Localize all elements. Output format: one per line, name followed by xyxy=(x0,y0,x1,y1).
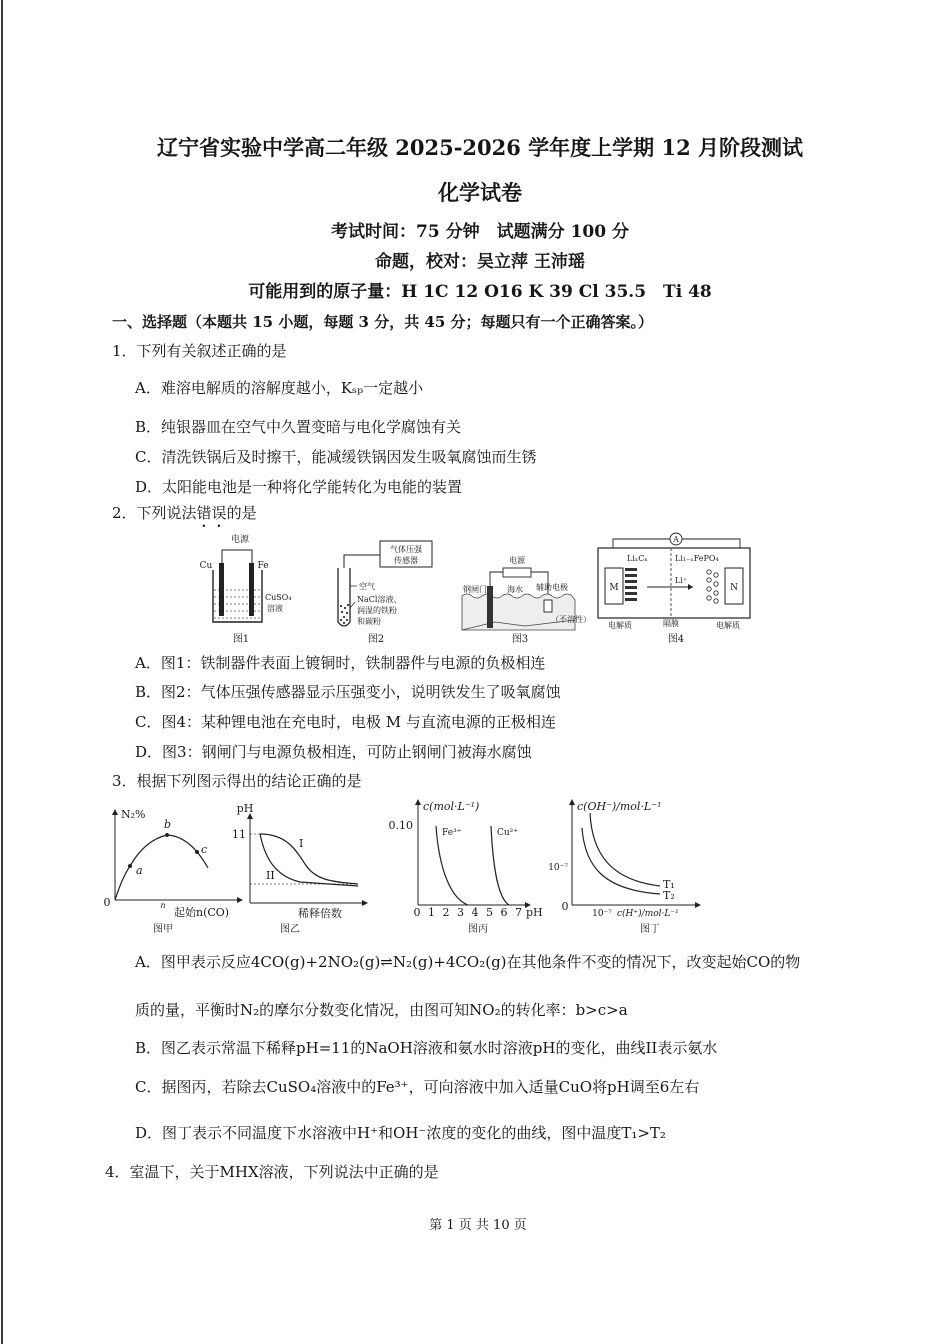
ding-curve-t1-label: T₁ xyxy=(663,878,675,891)
bing-curve-cu-label: Cu²⁺ xyxy=(497,828,519,838)
bing-x-tick: 4 xyxy=(471,906,479,919)
yi-curve-1-label: I xyxy=(299,837,304,850)
ding-y-tick: 10⁻⁷ xyxy=(548,863,568,873)
fig4-cathode-material-label: Li₁₋ₓFePO₄ xyxy=(675,554,719,563)
question-2-stem-after: 的是 xyxy=(226,504,257,522)
fig4-electrolyte-right-label: 电解质 xyxy=(716,621,740,630)
ding-x-tick: 10⁻⁷ xyxy=(592,909,612,919)
fig2-air-label: 空气 xyxy=(359,582,375,591)
exam-title: 辽宁省实验中学高二年级 2025-2026 学年度上学期 12 月阶段测试 xyxy=(156,135,804,160)
figure-yi xyxy=(232,802,365,935)
fig1-solution-label-1: CuSO₄ xyxy=(265,593,292,602)
jia-y-label: N₂% xyxy=(121,808,146,821)
figure-4 xyxy=(598,533,750,645)
ding-caption: 图丁 xyxy=(640,924,660,935)
question-1-option-b: B．纯银器皿在空气中久置变暗与电化学腐蚀有关 xyxy=(135,418,462,436)
jia-point-b-label: b xyxy=(164,818,172,831)
bing-x-tick: 2 xyxy=(442,906,450,919)
question-3-option-b: B．图乙表示常温下稀释pH=11的NaOH溶液和氨水时溶液pH的变化，曲线II表示氨水 xyxy=(135,1039,718,1057)
fig2-contents-label-2: 润湿的铁粉 xyxy=(357,606,397,615)
yi-caption: 图乙 xyxy=(280,924,300,935)
fig1-power-label: 电源 xyxy=(230,535,250,545)
yi-y-label: pH xyxy=(236,802,254,815)
question-1-option-d: D．太阳能电池是一种将化学能转化为电能的装置 xyxy=(135,478,463,496)
fig3-electrode-label-2: （不溶性） xyxy=(551,615,591,624)
fig3-auxiliary-electrode xyxy=(544,600,552,612)
fig4-wire-left xyxy=(613,539,670,548)
fig2-contents-leader xyxy=(350,602,355,608)
fig4-electrode-n-label: N xyxy=(730,583,738,593)
fig3-gate-label: 钢闸门 xyxy=(463,585,487,594)
fig4-separator-label: 隔膜 xyxy=(663,619,679,628)
jia-point-c-label: c xyxy=(201,843,208,856)
question-3-option-a-line-2: 质的量，平衡时N₂的摩尔分数变化情况，由图可知NO₂的转化率：b>c>a xyxy=(135,1001,628,1019)
question-2-option-b: B．图2：气体压强传感器显示压强变小，说明铁发生了吸氧腐蚀 xyxy=(135,683,561,701)
jia-x-label: 起始n(CO) xyxy=(174,906,230,919)
section-heading: 一、选择题（本题共 15 小题，每题 3 分，共 45 分；每题只有一个正确答案。） xyxy=(112,313,654,331)
fig3-caption: 图3 xyxy=(511,634,529,645)
fig4-ion-label: Li⁺ xyxy=(675,576,688,585)
question-4-stem: 4．室温下，关于MHX溶液，下列说法中正确的是 xyxy=(105,1163,439,1181)
question-2-option-a: A．图1：铁制器件表面上镀铜时，铁制器件与电源的负极相连 xyxy=(135,654,546,672)
figure-2 xyxy=(338,541,432,645)
question-3-option-c: C．据图丙，若除去CuSO₄溶液中的Fe³⁺，可向溶液中加入适量CuO将pH调至6左右 xyxy=(135,1078,700,1096)
fig2-contents-label-1: NaCl溶液、 xyxy=(357,595,402,604)
atomic-masses: 可能用到的原子量：H 1C 12 O16 K 39 Cl 35.5 Ti 48 xyxy=(248,282,712,302)
question-3-stem: 3．根据下列图示得出的结论正确的是 xyxy=(112,772,362,790)
figure-bing xyxy=(389,800,543,935)
fig1-solution-label-2: 溶液 xyxy=(267,604,283,613)
fig4-wire-right xyxy=(682,539,740,548)
fig1-caption: 图1 xyxy=(232,634,250,645)
question-1-stem: 1．下列有关叙述正确的是 xyxy=(112,342,287,360)
fig2-tube-connector xyxy=(344,555,380,568)
fig3-electrode-label-1: 辅助电极 xyxy=(536,583,568,592)
figure-1 xyxy=(200,533,292,645)
ding-origin-label: 0 xyxy=(561,900,569,913)
jia-x-tick: n xyxy=(160,901,166,910)
exam-info: 考试时间：75 分钟 试题满分 100 分 xyxy=(331,222,629,242)
scan-edge-line xyxy=(1,0,3,1344)
subject-title: 化学试卷 xyxy=(438,180,522,205)
figure-ding xyxy=(548,800,698,935)
fig2-iron-carbon-powder xyxy=(340,604,349,624)
question-2-option-c: C．图4：某种锂电池在充电时，电极 M 与直流电源的正极相连 xyxy=(135,713,556,731)
yi-x-label: 稀释倍数 xyxy=(298,907,342,920)
question-3-figures xyxy=(100,798,720,940)
bing-y-tick: 0.10 xyxy=(388,819,413,832)
figure-3 xyxy=(462,555,591,645)
yi-curve-2-label: II xyxy=(266,869,275,882)
bing-caption: 图丙 xyxy=(468,924,488,935)
fig3-steel-gate xyxy=(487,586,493,628)
fig3-wire-left xyxy=(490,572,503,588)
fig3-power-box xyxy=(503,568,531,577)
fig2-caption: 图2 xyxy=(367,634,385,645)
bing-x-tick: 5 xyxy=(486,906,493,919)
bing-x-label: pH xyxy=(526,906,543,919)
jia-caption: 图甲 xyxy=(153,924,173,935)
bing-x-tick: 7 xyxy=(515,906,522,919)
ding-curve-t2-label: T₂ xyxy=(663,889,675,902)
ding-y-label: c(OH⁻)/mol·L⁻¹ xyxy=(577,800,662,813)
jia-point-b xyxy=(165,833,169,837)
question-3-option-d: D．图丁表示不同温度下水溶液中H⁺和OH⁻浓度的变化的曲线，图中温度T₁>T₂ xyxy=(135,1124,666,1142)
ding-x-label: c(H⁺)/mol·L⁻¹ xyxy=(617,909,679,919)
fig1-cu-electrode xyxy=(219,563,224,616)
figure-jia xyxy=(104,808,241,935)
fig1-fe-electrode xyxy=(249,563,254,616)
ding-curve-t1 xyxy=(590,813,660,886)
question-2-figures xyxy=(195,530,760,652)
question-1-option-a: A．难溶电解质的溶解度越小，Kₛₚ一定越小 xyxy=(135,379,424,397)
question-2-stem xyxy=(112,504,257,531)
fig1-wire xyxy=(222,550,252,564)
fig1-cu-label: Cu xyxy=(199,561,213,571)
bing-x-tick: 0 xyxy=(413,906,421,919)
bing-x-tick: 6 xyxy=(500,906,508,919)
question-3-option-a-line-1: A．图甲表示反应4CO(g)+2NO₂(g)⇌N₂(g)+4CO₂(g)在其他条件不变的情况下，改变起始CO的物 xyxy=(135,953,801,971)
bing-x-tick: 1 xyxy=(428,906,435,919)
fig4-caption: 图4 xyxy=(667,634,685,645)
bing-x-tick: 3 xyxy=(457,906,464,919)
authors: 命题，校对：吴立萍 王沛瑶 xyxy=(375,252,585,272)
page-footer: 第 1 页 共 10 页 xyxy=(429,1218,527,1233)
question-2-stem-before: 2．下列说法 xyxy=(112,504,197,522)
yi-y-tick: 11 xyxy=(232,828,246,841)
question-1-option-c: C．清洗铁锅后及时擦干，能减缓铁锅因发生吸氧腐蚀而生锈 xyxy=(135,448,537,466)
fig4-electrode-m-label: M xyxy=(609,583,619,593)
bing-curve-fe-label: Fe³⁺ xyxy=(442,828,462,838)
fig1-fe-label: Fe xyxy=(257,561,269,571)
question-2-stem-emphasis: 错误 xyxy=(196,504,227,522)
fig2-sensor-label-1: 气体压强 xyxy=(390,545,422,554)
fig2-sensor-label-2: 传感器 xyxy=(394,556,418,565)
question-2-option-d: D．图3：钢闸门与电源负极相连，可防止钢闸门被海水腐蚀 xyxy=(135,743,532,761)
fig3-seawater-label: 海水 xyxy=(507,585,523,594)
jia-point-a-label: a xyxy=(136,864,143,877)
fig3-seawater xyxy=(462,594,575,630)
fig3-power-label: 电源 xyxy=(509,556,525,565)
fig4-electrolyte-left-label: 电解质 xyxy=(608,621,632,630)
fig2-contents-label-3: 和碳粉 xyxy=(357,617,381,626)
fig4-ammeter-label: A xyxy=(673,535,679,544)
jia-point-a xyxy=(128,864,132,868)
jia-origin-label: 0 xyxy=(103,896,111,909)
jia-point-c xyxy=(195,850,199,854)
bing-y-label: c(mol·L⁻¹) xyxy=(423,800,480,813)
fig4-anode-material-label: LiₓCₙ xyxy=(627,554,648,563)
